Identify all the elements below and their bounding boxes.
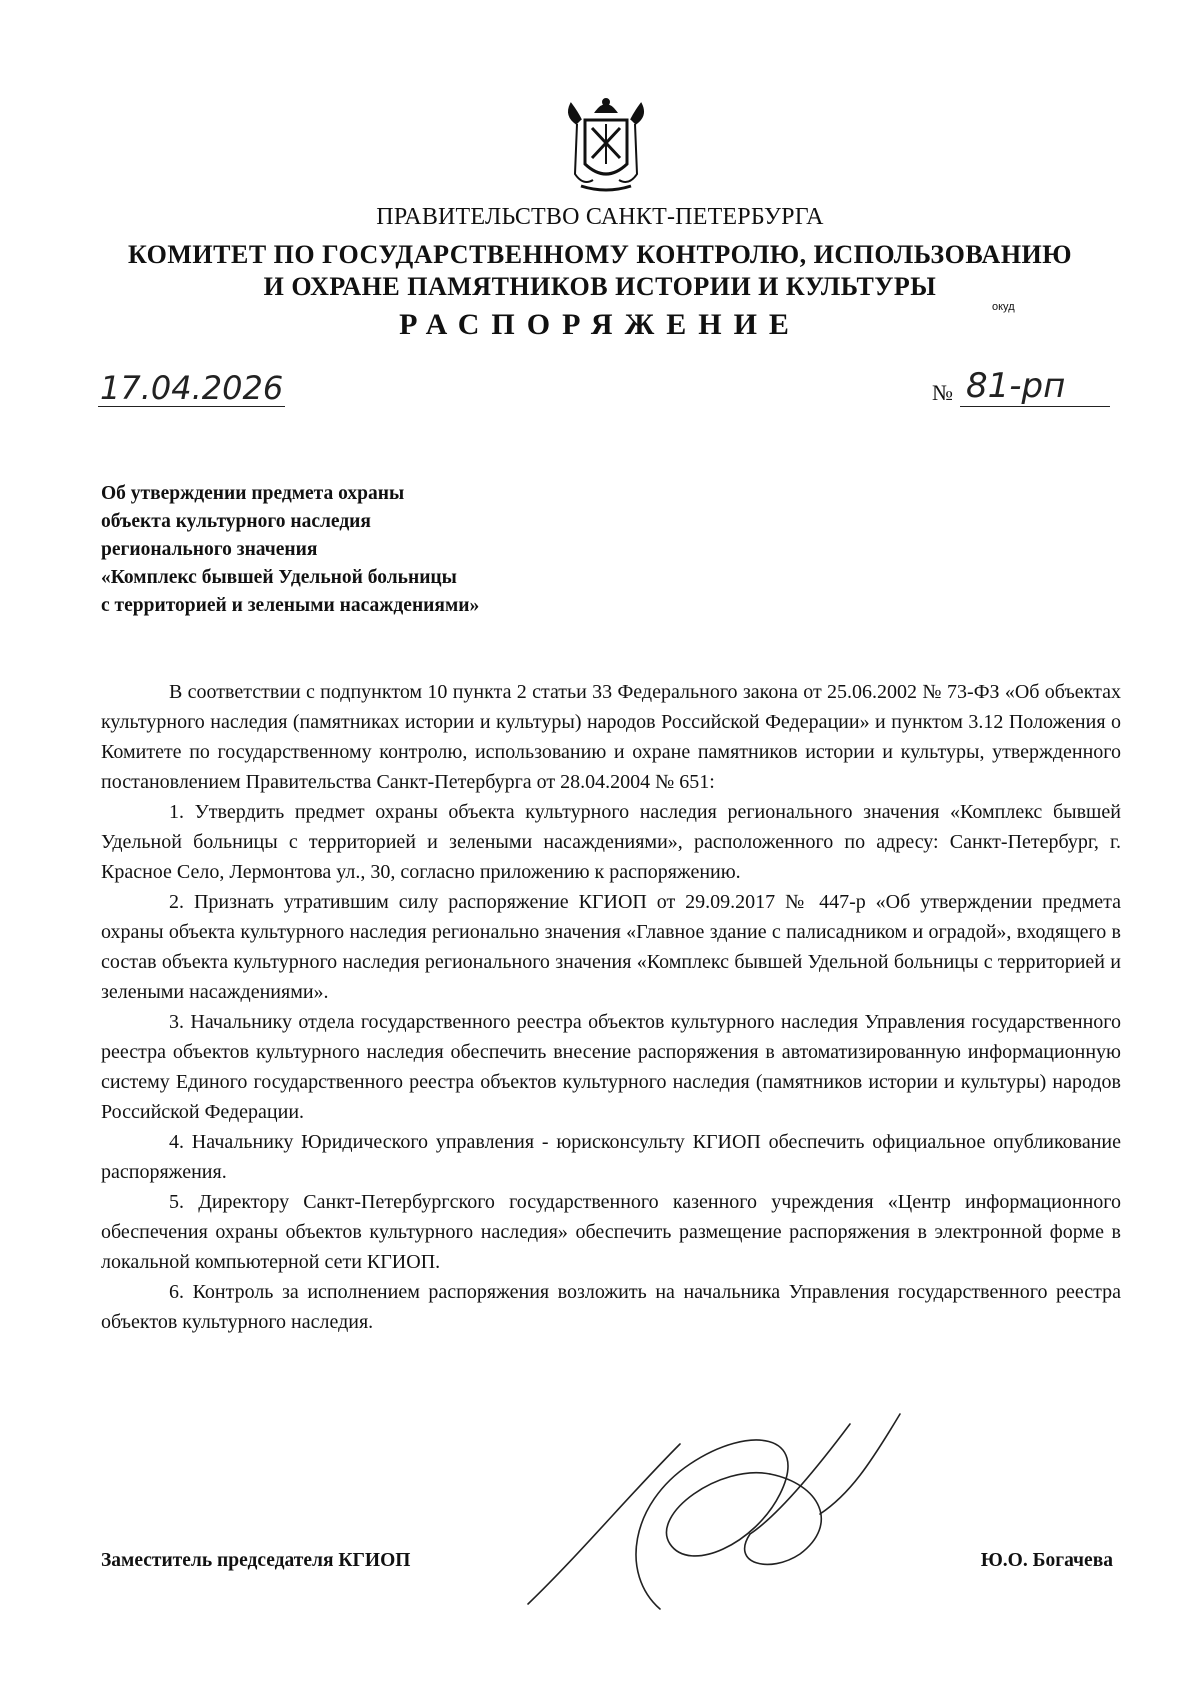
document-date: 17.04.2026 [100,369,284,407]
subject-line: с территорией и зелеными насаждениями» [101,595,480,616]
document-subject [101,480,479,620]
signatory-position: Заместитель председателя КГИОП [101,1550,411,1571]
committee-title-line1: КОМИТЕТ ПО ГОСУДАРСТВЕННОМУ КОНТРОЛЮ, ИСПОЛЬЗОВАНИЮ [127,240,1073,269]
document-number [932,368,1114,408]
okud-label: окуд [992,301,1015,313]
order-item-3: 3. Начальнику отдела государственного реестра объектов культурного наследия Управления государственного реестра объектов культурного наследия обеспечить внесение распоряжения в автоматизированную информационную систему Единого государственного реестра объектов культурного наследия (памятников истории и культуры) народов Российской Федерации. [101,1011,1121,1123]
subject-line: объекта культурного наследия [101,511,371,532]
order-item-4: 4. Начальнику Юридического управления - юрисконсульту КГИОП обеспечить официальное опубликование распоряжения. [101,1131,1121,1183]
number-value: 81-рп [966,366,1066,406]
preamble: В соответствии с подпунктом 10 пункта 2 статьи 33 Федерального закона от 25.06.2002 № 73-ФЗ «Об объектах культурного наследия (памятниках истории и культуры) народов Российской Федерации» и пунктом 3.12 Положения о Комитете по государственному контролю, использованию и охране памятников истории и культуры, утвержденного постановлением Правительства Санкт-Петербурга от 28.04.2004 № 651: [101,681,1121,793]
subject-line: Об утверждении предмета охраны [101,483,405,504]
subject-line: «Комплекс бывшей Удельной больницы [101,567,457,588]
document-body [101,677,1121,1337]
order-item-6: 6. Контроль за исполнением распоряжения возложить на начальника Управления государственного реестра объектов культурного наследия. [101,1281,1121,1333]
government-title: ПРАВИТЕЛЬСТВО САНКТ-ПЕТЕРБУРГА [376,204,824,230]
number-underline [960,406,1110,407]
order-item-5: 5. Директору Санкт-Петербургского государственного казенного учреждения «Центр информационного обеспечения охраны объектов культурного наследия» обеспечить размещение распоряжения в электронной форме в локальной компьютерной сети КГИОП. [101,1191,1121,1273]
order-item-2: 2. Признать утратившим силу распоряжение КГИОП от 29.09.2017 № 447-р «Об утверждении предмета охраны объекта культурного наследия регионально значения «Главное здание с палисадником и оградой», входящего в состав объекта культурного наследия регионального значения «Комплекс бывшей Удельной больницы с территорией и зелеными насаждениями». [101,891,1121,1003]
handwritten-signature [520,1404,940,1624]
document-type: РАСПОРЯЖЕНИЕ [399,308,801,341]
number-sign: № [932,380,953,405]
committee-title-line2: И ОХРАНЕ ПАМЯТНИКОВ ИСТОРИИ И КУЛЬТУРЫ [263,272,937,301]
signatory-name: Ю.О. Богачева [980,1550,1113,1571]
subject-line: регионального значения [101,539,318,560]
coat-of-arms-icon [563,94,649,194]
order-item-1: 1. Утвердить предмет охраны объекта культурного наследия регионального значения «Комплекс бывшей Удельной больницы с территорией и зелеными насаждениями», расположенного по адресу: Санкт-Петербург, г. Красное Село, Лермонтова ул., 30, согласно приложению к распоряжению. [101,801,1121,883]
